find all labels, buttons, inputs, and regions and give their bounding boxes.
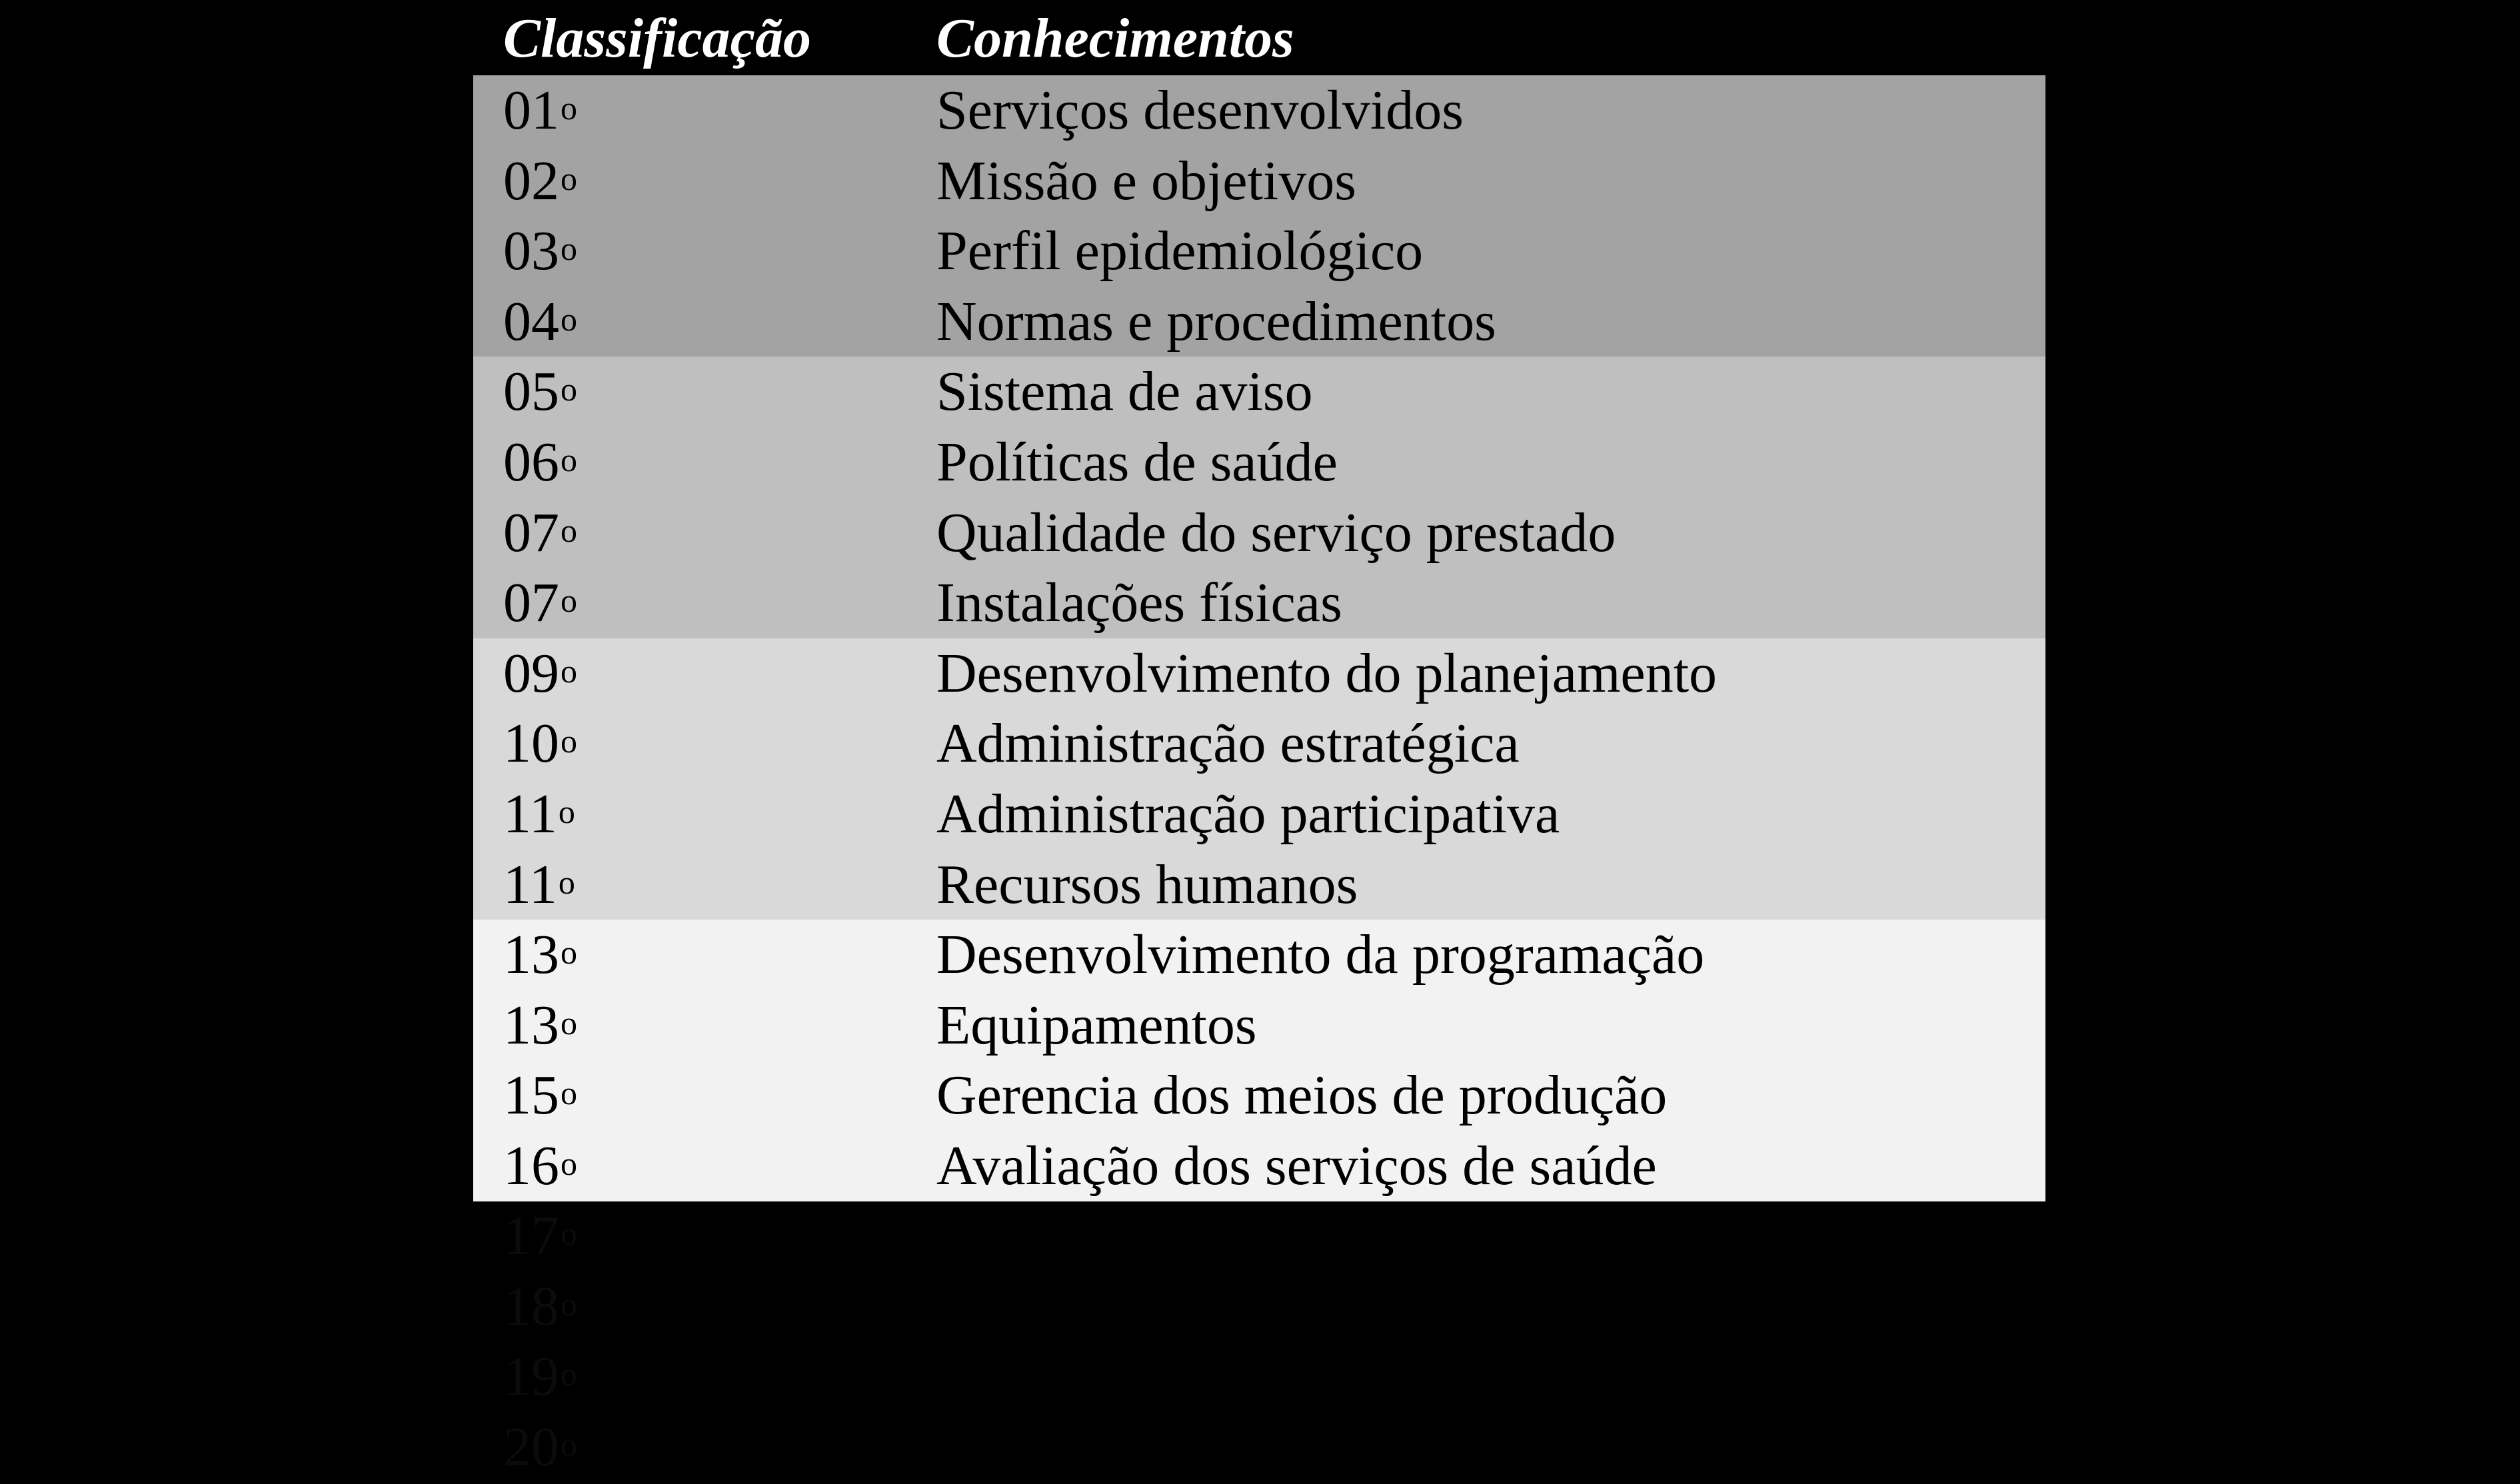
ordinal-indicator: o: [561, 159, 577, 197]
rank-number: 09: [503, 642, 559, 704]
topic-cell: Sistema de aviso: [936, 361, 1313, 423]
ordinal-indicator: o: [561, 1004, 577, 1042]
ordinal-indicator: o: [561, 89, 577, 127]
table-row: [473, 1341, 2045, 1412]
table-row: [473, 1201, 2045, 1271]
table-row: [473, 146, 2045, 217]
rank-number: 07: [503, 572, 559, 634]
rank-cell: [503, 287, 577, 357]
header-rank: Classificação: [503, 7, 811, 69]
rank-cell: [503, 638, 577, 709]
table-row: [473, 920, 2045, 990]
topic-cell: Administração estratégica: [936, 712, 1520, 775]
table-row: [473, 287, 2045, 357]
rank-cell: [503, 75, 577, 146]
table-row: [473, 708, 2045, 779]
table-row: [473, 75, 2045, 146]
topic-cell: Normas e procedimentos: [936, 290, 1496, 353]
rank-cell: [503, 146, 577, 217]
table-row: [473, 1131, 2045, 1201]
rank-number: 03: [503, 220, 559, 283]
rank-cell: [503, 1271, 577, 1342]
ordinal-indicator: o: [561, 582, 577, 620]
ordinal-indicator: o: [558, 863, 575, 901]
table-body: [473, 75, 2045, 1201]
rank-cell: [503, 357, 577, 427]
rank-number: 20: [503, 1415, 559, 1478]
rank-cell: [503, 1341, 577, 1412]
topic-cell: Políticas de saúde: [936, 430, 1338, 493]
table-row: [473, 850, 2045, 920]
rank-number: 13: [503, 994, 559, 1056]
rank-number: 13: [503, 924, 559, 986]
ordinal-indicator: o: [561, 1425, 577, 1463]
topic-cell: Perfil epidemiológico: [936, 220, 1424, 283]
table-tail-hidden: [473, 1201, 2045, 1484]
table-row: [473, 779, 2045, 850]
rank-cell: [503, 216, 577, 287]
ordinal-indicator: o: [558, 792, 575, 830]
rank-number: 05: [503, 361, 559, 423]
table-row: [473, 990, 2045, 1061]
rank-cell: [503, 498, 577, 568]
rank-number: 10: [503, 712, 559, 775]
ordinal-indicator: o: [561, 1215, 577, 1252]
topic-cell: Desenvolvimento do planejamento: [936, 642, 1718, 704]
topic-cell: Instalações físicas: [936, 572, 1342, 634]
ordinal-indicator: o: [561, 1144, 577, 1182]
ordinal-indicator: o: [561, 934, 577, 972]
ordinal-indicator: o: [561, 722, 577, 760]
topic-cell: Avaliação dos serviços de saúde: [936, 1134, 1657, 1197]
rank-number: 15: [503, 1064, 559, 1127]
rank-cell: [503, 990, 577, 1061]
topic-cell: Equipamentos: [936, 994, 1257, 1056]
topic-cell: Gerencia dos meios de produção: [936, 1064, 1668, 1127]
table-row: [473, 638, 2045, 709]
ordinal-indicator: o: [561, 230, 577, 268]
rank-number: 16: [503, 1134, 559, 1197]
rank-cell: [503, 1412, 577, 1483]
knowledge-ranking-table: [473, 0, 2045, 1201]
ordinal-indicator: o: [561, 511, 577, 549]
ordinal-indicator: o: [561, 1074, 577, 1112]
topic-cell: Missão e objetivos: [936, 149, 1356, 212]
rank-number: 18: [503, 1275, 559, 1337]
table-row: [473, 1271, 2045, 1342]
rank-cell: [503, 1131, 577, 1201]
ordinal-indicator: o: [561, 440, 577, 478]
rank-cell: [503, 568, 577, 638]
table-row: [473, 427, 2045, 498]
rank-number: 07: [503, 501, 559, 564]
table-header: [473, 0, 2045, 75]
topic-cell: Administração participativa: [936, 782, 1560, 845]
table-row: [473, 498, 2045, 568]
ordinal-indicator: o: [561, 1355, 577, 1393]
rank-cell: [503, 920, 577, 990]
rank-number: 02: [503, 149, 559, 212]
rank-number: 06: [503, 430, 559, 493]
rank-cell: [503, 779, 575, 850]
ordinal-indicator: o: [561, 1285, 577, 1323]
table-row: [473, 1412, 2045, 1483]
rank-cell: [503, 1201, 577, 1271]
rank-number: 11: [503, 853, 557, 916]
ordinal-indicator: o: [561, 371, 577, 408]
table-row: [473, 568, 2045, 638]
rank-number: 19: [503, 1345, 559, 1408]
topic-cell: Qualidade do serviço prestado: [936, 501, 1616, 564]
topic-cell: Serviços desenvolvidos: [936, 79, 1464, 141]
topic-cell: Desenvolvimento da programação: [936, 924, 1705, 986]
table-row: [473, 357, 2045, 427]
rank-number: 17: [503, 1205, 559, 1267]
rank-cell: [503, 708, 577, 779]
rank-number: 01: [503, 79, 559, 141]
ordinal-indicator: o: [561, 652, 577, 690]
table-row: [473, 1060, 2045, 1131]
rank-cell: [503, 850, 575, 920]
rank-cell: [503, 1060, 577, 1131]
rank-cell: [503, 427, 577, 498]
table-row: [473, 216, 2045, 287]
header-topic: Conhecimentos: [936, 7, 1294, 69]
ordinal-indicator: o: [561, 300, 577, 338]
rank-number: 04: [503, 290, 559, 353]
rank-number: 11: [503, 782, 557, 845]
topic-cell: Recursos humanos: [936, 853, 1358, 916]
